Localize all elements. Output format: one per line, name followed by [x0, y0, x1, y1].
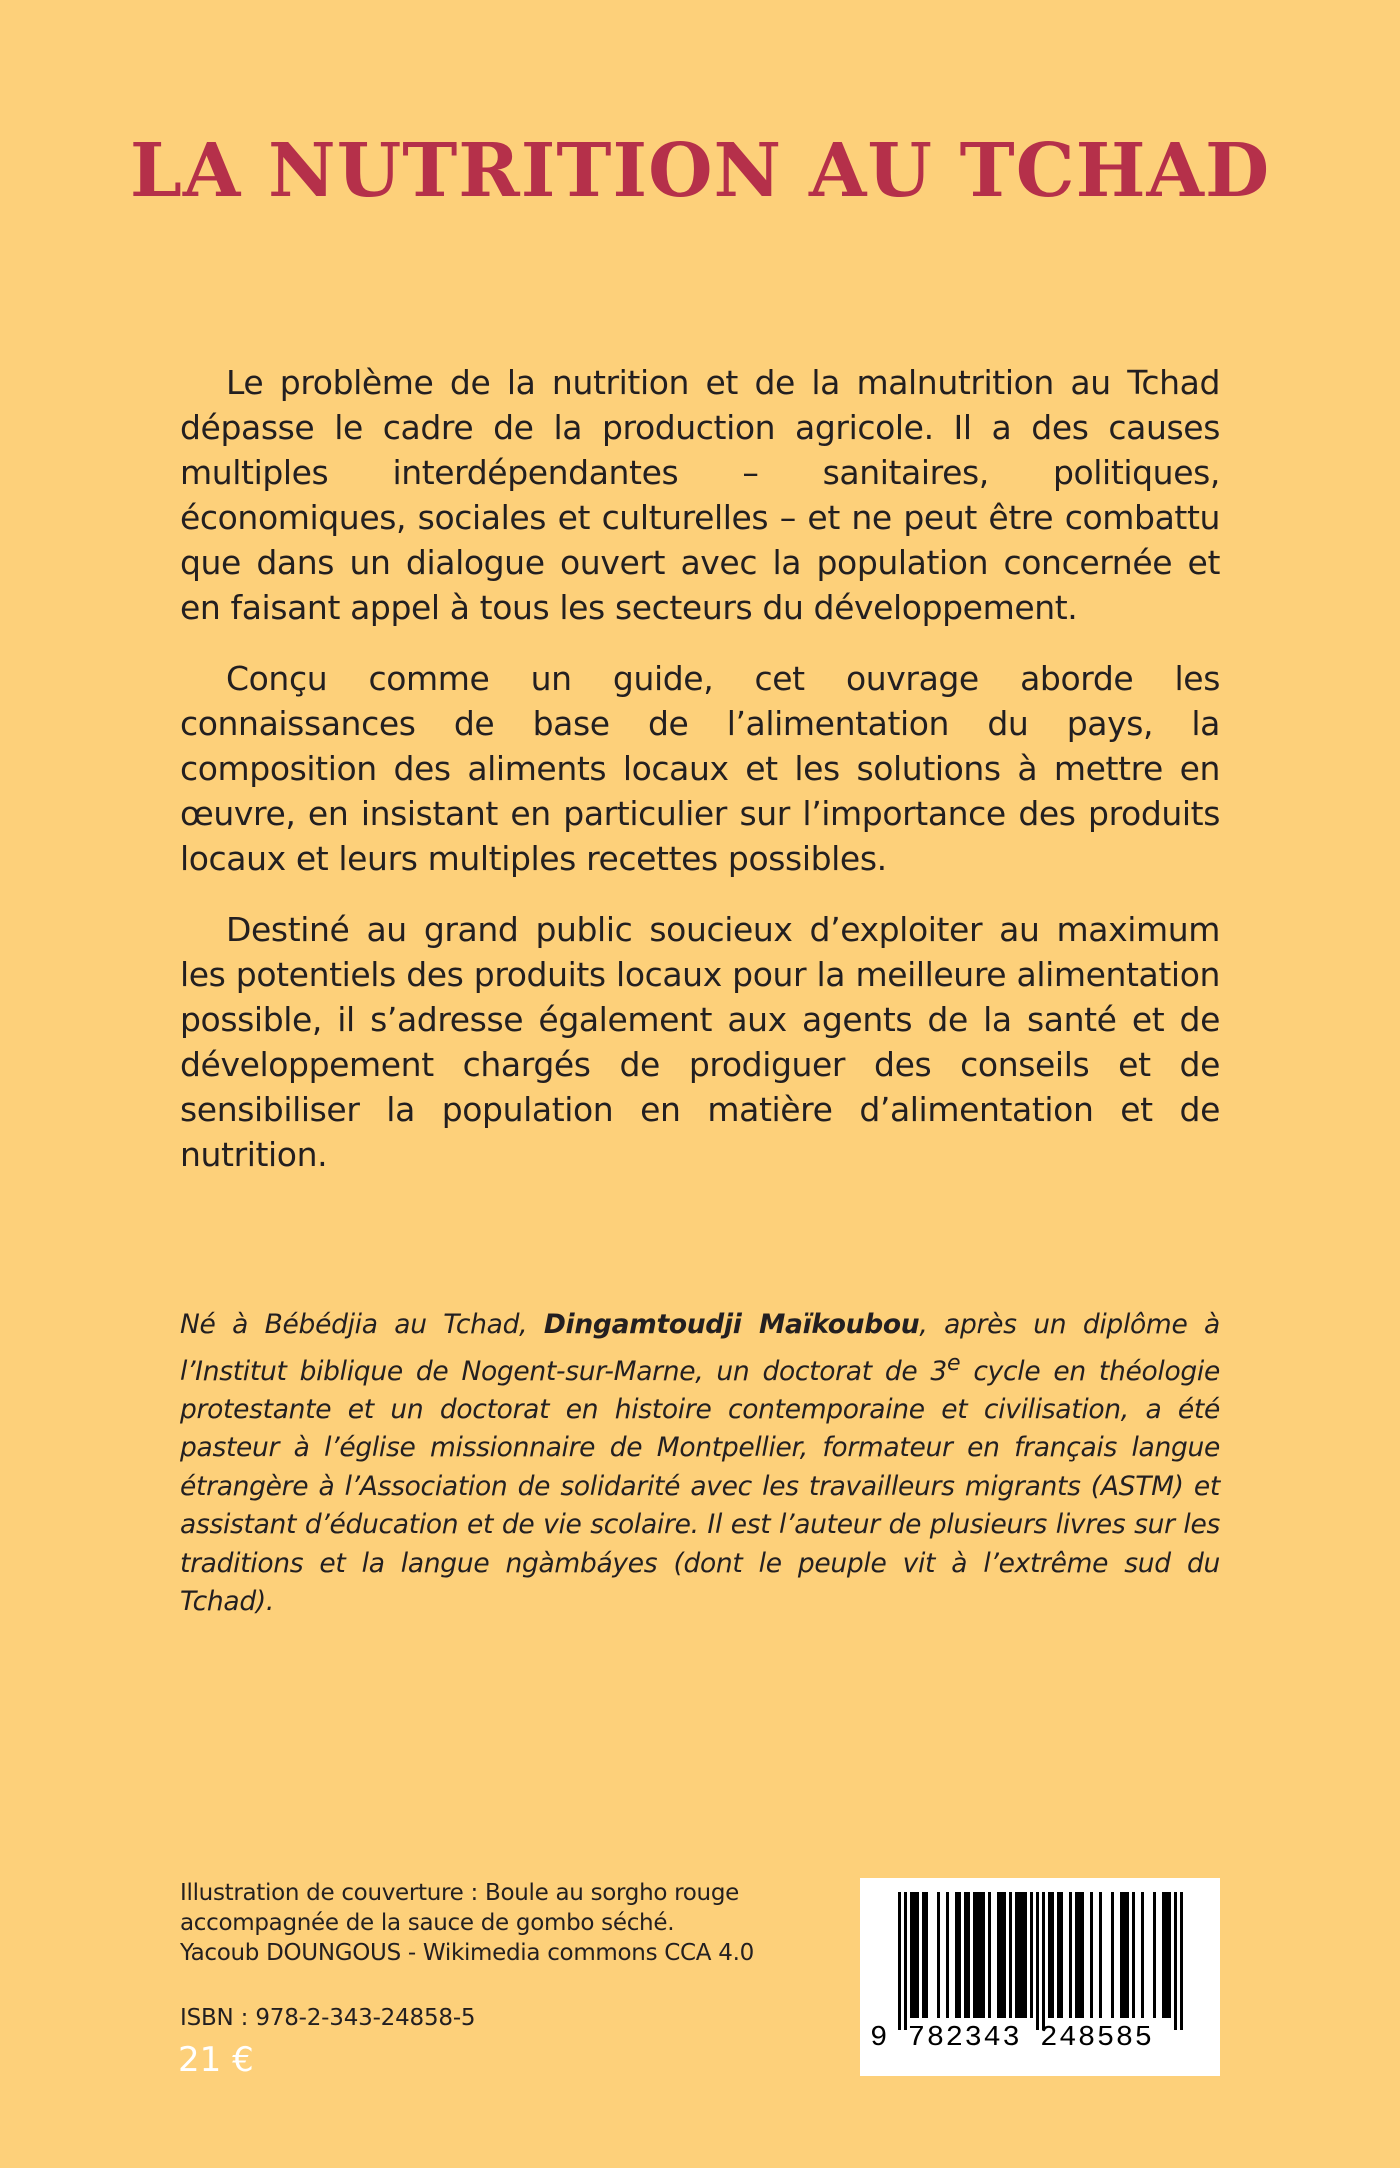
barcode-bar — [997, 1892, 1000, 2018]
author-bio-superscript: e — [947, 1350, 961, 1376]
barcode-bar — [898, 1892, 901, 2030]
blurb-paragraph-1: Le problème de la nutrition et de la malnutrition au Tchad dépasse le cadre de la production agricole. Il a des causes multiples interdépendantes – sanitaires, politiques, économiques, sociales et culturelles – et ne peut être combattu que dans un dialogue ouvert avec la population concernée et en faisant appel à tous les secteurs du développement. — [180, 363, 1220, 627]
barcode-bar — [979, 1892, 982, 2018]
barcode-bar — [1030, 1892, 1033, 2018]
barcode-bar — [1051, 1892, 1054, 2018]
barcode-bar — [955, 1892, 958, 2018]
barcode-bar — [1015, 1892, 1018, 2018]
barcode-bar — [1132, 1892, 1135, 2018]
author-name: Dingamtoudji Maïkoubou — [543, 1309, 920, 1340]
barcode-bar — [1081, 1892, 1084, 2018]
credits-line-2: accompagnée de la sauce de gombo séché. — [180, 1910, 675, 1936]
barcode-bar — [988, 1892, 991, 2018]
barcode-bar — [1057, 1892, 1060, 2018]
author-bio-middle: , après un diplôme à l’Institut biblique de Nogent-sur-Marne, un doctorat de 3 — [180, 1309, 1220, 1387]
barcode-bar — [1111, 1892, 1114, 2018]
blurb-paragraph-2: Conçu comme un guide, cet ouvrage aborde les connaissances de base de l’alimentation du pays, la composition des aliments locaux et les solutions à mettre en œuvre, en insistant en particulier sur l’importance des produits locaux et leurs multiples recettes possibles. — [180, 659, 1220, 878]
barcode-bar — [1075, 1892, 1078, 2018]
barcode-bar — [1003, 1892, 1006, 2018]
barcode-bar — [1099, 1892, 1102, 2018]
barcode-bar — [964, 1892, 967, 2018]
barcode-bar — [1126, 1892, 1129, 2018]
price-label: 21 € — [178, 2040, 254, 2080]
barcode-bar — [1036, 1892, 1039, 2030]
barcode-bar — [937, 1892, 940, 2018]
barcode-bar — [913, 1892, 916, 2018]
barcode-bar — [916, 1892, 919, 2018]
back-cover-blurb — [180, 360, 1220, 1203]
barcode-bar — [1168, 1892, 1171, 2018]
barcode-bar — [904, 1892, 907, 2030]
barcode-bar — [1120, 1892, 1123, 2018]
barcode — [860, 1878, 1220, 2076]
barcode-bar — [1060, 1892, 1063, 2018]
barcode-bar — [1174, 1892, 1177, 2030]
barcode-bar — [1009, 1892, 1012, 2018]
barcode-bar — [1123, 1892, 1126, 2018]
barcode-bar — [973, 1892, 976, 2018]
barcode-bar — [982, 1892, 985, 2018]
barcode-bar — [1048, 1892, 1051, 2018]
author-bio-suffix: cycle en théologie protestante et un doctorat en histoire contemporaine et civilisation, a été pasteur à l’église missionnaire de Montpellier, formateur en français langue étrangère à l’Association de solidarité avec les travailleurs migrants (ASTM) et assistant d’éducation et de vie scolaire. Il est l’auteur de plusieurs livres sur les traditions et la langue ngàmbáyes (dont le peuple vit à l’extrême sud du Tchad). — [180, 1355, 1220, 1618]
barcode-digits: 9 782343 248585 — [870, 2021, 1154, 2054]
credits-line-1: Illustration de couverture : Boule au sorgho rouge — [180, 1880, 739, 1906]
barcode-bar — [1090, 1892, 1093, 2018]
barcode-bar — [1165, 1892, 1168, 2018]
barcode-bar — [1042, 1892, 1045, 2030]
barcode-bar — [1069, 1892, 1072, 2018]
barcode-bar — [1000, 1892, 1003, 2018]
barcode-bar — [922, 1892, 925, 2018]
barcode-bar — [946, 1892, 949, 2018]
barcode-bar — [1153, 1892, 1156, 2018]
illustration-credits — [180, 1878, 800, 1968]
barcode-bar — [1162, 1892, 1165, 2018]
barcode-bar — [1078, 1892, 1081, 2018]
barcode-bar — [1021, 1892, 1024, 2018]
blurb-paragraph-3: Destiné au grand public soucieux d’exploiter au maximum les potentiels des produits locaux pour la meilleure alimentation possible, il s’adresse également aux agents de la santé et de développement chargés de prodiguer des conseils et de sensibiliser la population en matière d’alimentation et de nutrition. — [180, 910, 1220, 1174]
isbn-text: ISBN : 978-2-343-24858-5 — [180, 2005, 476, 2031]
author-bio-prefix: Né à Bébédjia au Tchad, — [180, 1309, 544, 1340]
barcode-bar — [976, 1892, 979, 2018]
barcode-bar — [958, 1892, 961, 2018]
credits-line-3: Yacoub DOUNGOUS - Wikimedia commons CCA 4.0 — [180, 1940, 754, 1966]
author-bio — [180, 1306, 1220, 1622]
book-title: LA NUTRITION AU TCHAD — [129, 128, 1271, 214]
barcode-bar — [1141, 1892, 1144, 2018]
barcode-bar — [1018, 1892, 1021, 2018]
barcode-bar — [1024, 1892, 1027, 2018]
barcode-bar — [967, 1892, 970, 2018]
barcode-bar — [925, 1892, 928, 2018]
barcode-bar — [1180, 1892, 1183, 2030]
barcode-bar — [910, 1892, 913, 2018]
